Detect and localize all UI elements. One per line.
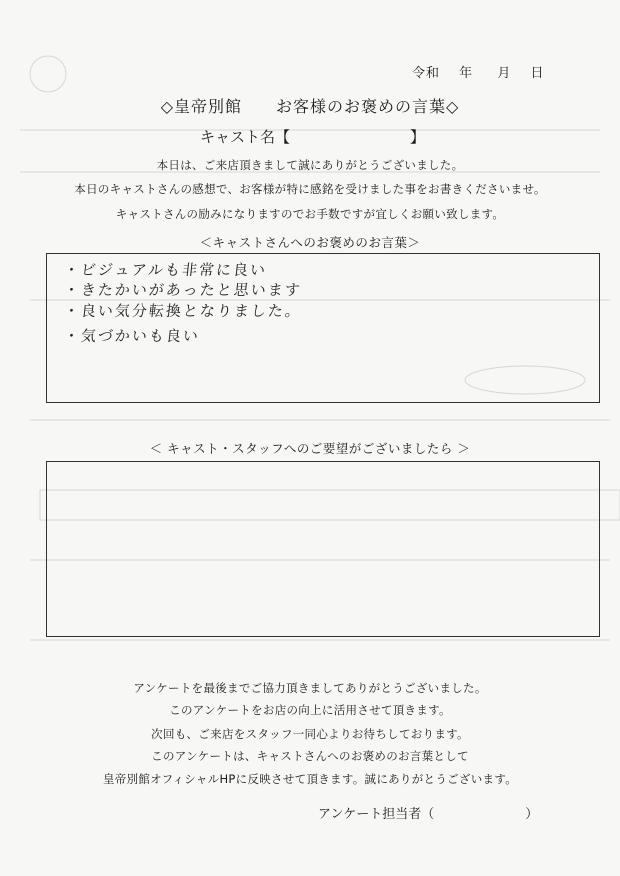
praise-line-4: ・気づかいも良い	[63, 327, 201, 345]
form-title: ◇皇帝別館 お客様のお褒めの言葉◇	[160, 97, 460, 116]
request-heading: ＜ キャスト・スタッフへのご要望がございましたら ＞	[149, 441, 471, 456]
request-box	[46, 461, 600, 637]
closing-line-1: アンケートを最後までご協力頂きましてありがとうございました。	[133, 681, 487, 695]
closing-line-2: このアンケートをお店の向上に活用させて頂きます。	[169, 703, 451, 717]
praise-line-3: ・良い気分転換となりました。	[63, 302, 303, 320]
intro-line-2: 本日のキャストさんの感想で、お客様が特に感銘を受けました事をお書きくださいませ。	[74, 182, 546, 196]
closing-line-3: 次回も、ご来店をスタッフ一同心よりお待ちしております。	[151, 727, 469, 741]
closing-line-5: 皇帝別館オフィシャルHPに反映させて頂きます。誠にありがとうございます。	[102, 772, 518, 786]
survey-staff-field: アンケート担当者（ ）	[318, 807, 539, 822]
intro-line-3: キャストさんの励みになりますのでお手数ですが宜しくお願い致します。	[115, 207, 505, 221]
date-field: 令和 年 月 日	[412, 66, 545, 81]
cast-name-field: キャスト名【 】	[200, 128, 426, 146]
praise-line-1: ・ビジュアルも非常に良い	[63, 261, 269, 279]
intro-line-1: 本日は、ご来店頂きまして誠にありがとうございました。	[156, 158, 464, 172]
praise-heading: ＜キャストさんへのお褒めのお言葉＞	[199, 235, 421, 250]
closing-line-4: このアンケートは、キャストさんへのお褒めのお言葉として	[151, 749, 469, 763]
praise-line-2: ・きたかいがあったと思います	[63, 281, 303, 299]
